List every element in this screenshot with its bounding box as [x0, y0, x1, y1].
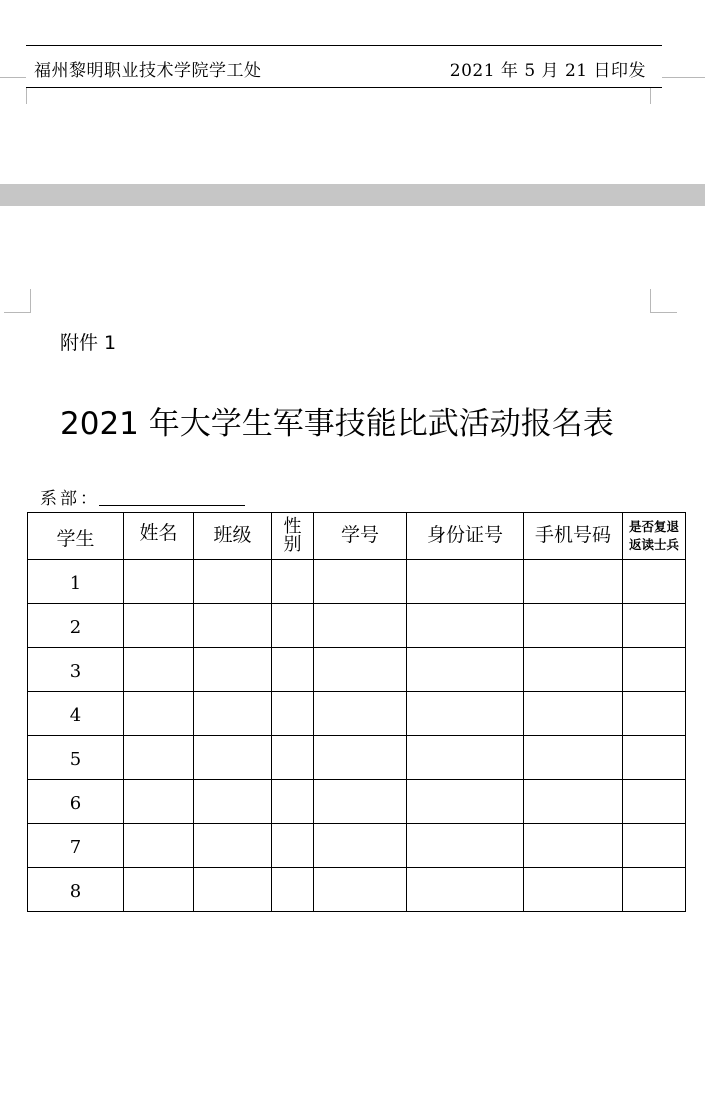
crop-mark	[662, 77, 705, 78]
gender-cell[interactable]	[272, 824, 314, 868]
veteran-cell[interactable]	[623, 824, 686, 868]
id-number-cell[interactable]	[407, 648, 524, 692]
name-cell[interactable]	[124, 560, 194, 604]
student-id-cell[interactable]	[314, 824, 407, 868]
veteran-cell[interactable]	[623, 868, 686, 912]
phone-cell[interactable]	[524, 780, 623, 824]
header-gender-text: 性别	[283, 516, 302, 555]
table-header-row	[28, 513, 686, 560]
row-number: 1	[28, 560, 124, 604]
veteran-cell[interactable]	[623, 692, 686, 736]
row-number: 2	[28, 604, 124, 648]
class-cell[interactable]	[194, 648, 272, 692]
class-cell[interactable]	[194, 692, 272, 736]
student-id-cell[interactable]	[314, 692, 407, 736]
table-row	[28, 692, 686, 736]
crop-mark	[650, 312, 677, 313]
page-separator	[0, 184, 705, 206]
table-row	[28, 736, 686, 780]
previous-page-footer	[26, 45, 662, 88]
department-blank-line[interactable]	[99, 505, 245, 506]
header-veteran	[623, 513, 686, 560]
row-number: 6	[28, 780, 124, 824]
veteran-cell[interactable]	[623, 648, 686, 692]
crop-mark	[0, 77, 26, 78]
student-id-cell[interactable]	[314, 780, 407, 824]
header-student-id-text: 学号	[340, 524, 379, 547]
registration-table	[27, 512, 686, 912]
document-title: 2021 年大学生军事技能比武活动报名表	[60, 406, 614, 442]
class-cell[interactable]	[194, 824, 272, 868]
header-student-text: 学生	[56, 528, 95, 551]
id-number-cell[interactable]	[407, 604, 524, 648]
id-number-cell[interactable]	[407, 868, 524, 912]
student-id-cell[interactable]	[314, 868, 407, 912]
name-cell[interactable]	[124, 736, 194, 780]
gender-cell[interactable]	[272, 560, 314, 604]
table-row	[28, 604, 686, 648]
class-cell[interactable]	[194, 868, 272, 912]
phone-cell[interactable]	[524, 868, 623, 912]
class-cell[interactable]	[194, 736, 272, 780]
crop-mark	[30, 289, 31, 312]
gender-cell[interactable]	[272, 648, 314, 692]
header-name	[124, 513, 194, 560]
name-cell[interactable]	[124, 692, 194, 736]
phone-cell[interactable]	[524, 560, 623, 604]
crop-mark	[4, 312, 31, 313]
id-number-cell[interactable]	[407, 560, 524, 604]
row-number: 8	[28, 868, 124, 912]
class-cell[interactable]	[194, 560, 272, 604]
student-id-cell[interactable]	[314, 736, 407, 780]
phone-cell[interactable]	[524, 736, 623, 780]
header-veteran-text: 是否复退返读士兵	[628, 518, 679, 552]
student-id-cell[interactable]	[314, 648, 407, 692]
id-number-cell[interactable]	[407, 736, 524, 780]
phone-cell[interactable]	[524, 604, 623, 648]
id-number-cell[interactable]	[407, 780, 524, 824]
footer-issue-date: 2021 年 5 月 21 日印发	[449, 61, 646, 81]
name-cell[interactable]	[124, 824, 194, 868]
phone-cell[interactable]	[524, 824, 623, 868]
table-row	[28, 868, 686, 912]
name-cell[interactable]	[124, 648, 194, 692]
gender-cell[interactable]	[272, 780, 314, 824]
row-number: 7	[28, 824, 124, 868]
table-row	[28, 780, 686, 824]
attachment-label: 附件 1	[60, 332, 117, 354]
footer-organization: 福州黎明职业技术学院学工处	[34, 61, 262, 81]
veteran-cell[interactable]	[623, 780, 686, 824]
gender-cell[interactable]	[272, 604, 314, 648]
name-cell[interactable]	[124, 780, 194, 824]
class-cell[interactable]	[194, 780, 272, 824]
id-number-cell[interactable]	[407, 692, 524, 736]
header-student	[28, 513, 124, 560]
table-row	[28, 560, 686, 604]
header-gender	[272, 513, 314, 560]
header-student-id	[314, 513, 407, 560]
id-number-cell[interactable]	[407, 824, 524, 868]
crop-mark	[26, 88, 27, 104]
header-phone-text: 手机号码	[534, 524, 611, 547]
class-cell[interactable]	[194, 604, 272, 648]
header-class	[194, 513, 272, 560]
crop-mark	[650, 289, 651, 312]
phone-cell[interactable]	[524, 692, 623, 736]
student-id-cell[interactable]	[314, 604, 407, 648]
gender-cell[interactable]	[272, 868, 314, 912]
table-row	[28, 824, 686, 868]
veteran-cell[interactable]	[623, 604, 686, 648]
header-phone	[524, 513, 623, 560]
veteran-cell[interactable]	[623, 736, 686, 780]
gender-cell[interactable]	[272, 736, 314, 780]
gender-cell[interactable]	[272, 692, 314, 736]
row-number: 5	[28, 736, 124, 780]
name-cell[interactable]	[124, 604, 194, 648]
phone-cell[interactable]	[524, 648, 623, 692]
header-class-text: 班级	[213, 524, 252, 547]
table-row	[28, 648, 686, 692]
header-id-number	[407, 513, 524, 560]
row-number: 4	[28, 692, 124, 736]
student-id-cell[interactable]	[314, 560, 407, 604]
header-id-number-text: 身份证号	[426, 524, 503, 547]
department-label: 系部：	[40, 489, 100, 509]
veteran-cell[interactable]	[623, 560, 686, 604]
name-cell[interactable]	[124, 868, 194, 912]
header-name-text: 姓名	[139, 522, 178, 545]
crop-mark	[650, 88, 651, 104]
row-number: 3	[28, 648, 124, 692]
